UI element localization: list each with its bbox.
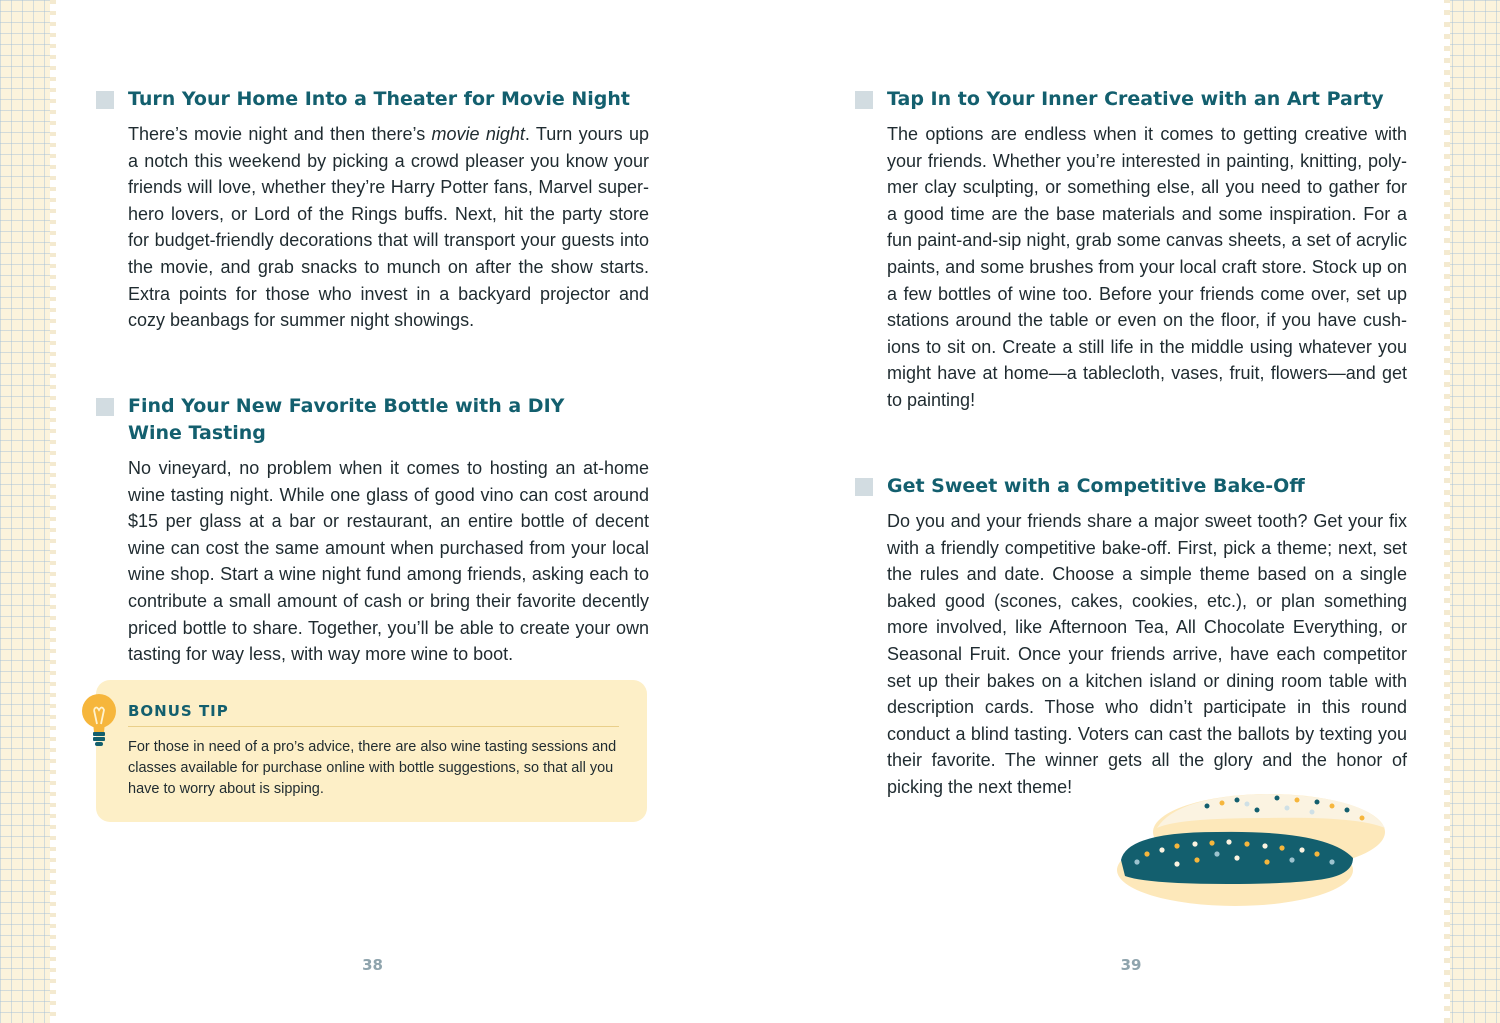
right-page [855, 0, 1407, 1023]
section-heading: Tap In to Your Inner Creative with an Art Party [887, 88, 1384, 110]
section-art-party [855, 86, 1407, 414]
bonus-tip-text: For those in need of a pro’s advice, there are also wine tasting sessions and classes available for purchase online with bottle suggestions, so that all you have to worry about is sipping. [128, 739, 617, 797]
section-body [128, 121, 649, 334]
section-heading: Get Sweet with a Competitive Bake-Off [887, 475, 1305, 497]
bonus-tip-title: BONUS TIP [128, 702, 619, 727]
section-heading: Find Your New Favorite Bottle with a DIY Wine Tasting [128, 395, 565, 444]
body-text-end: . Turn yours up a notch this weekend by picking a crowd pleaser you know your friends will love, whether they’re Harry Potter fans, Marvel superhero lovers, or Lord of the Rings buffs. Next, hit the party store for budget-friendly decorations that will transport your guests into the movie, and grab snacks to munch on after the show starts. Extra points for those who invest in a backyard projector and cozy beanbags for summer night showings. [128, 124, 649, 331]
frosted-cakes-illustration [1117, 788, 1387, 910]
section-body: No vineyard, no problem when it comes to hosting an at-home wine tasting night. While one glass of good vino can cost around $15 per glass at a bar or restaurant, an entire bottle of decent wine can cost the same amount when purchased from your local wine shop. Start a wine night fund among friends, asking each to contribute a small amount of cash or bring their favorite decently priced bottle to share. Together, you’ll be able to create your own tasting for way less, with way more wine to boot. [128, 458, 649, 665]
lightbulb-icon [80, 692, 118, 752]
checkbox-bullet-icon [855, 91, 873, 109]
right-paper-edge [1444, 0, 1450, 1023]
body-text-start: There’s movie night and then there’s [128, 124, 432, 144]
left-page [96, 0, 649, 1023]
section-heading-row [96, 393, 649, 447]
section-heading-row [96, 86, 649, 113]
bonus-tip-box [96, 680, 647, 822]
checkbox-bullet-icon [96, 398, 114, 416]
checkbox-bullet-icon [96, 91, 114, 109]
section-body: Do you and your friends share a major sweet tooth? Get your fix with a friendly competitive bake-off. First, pick a theme; next, set the rules and date. Choose a simple theme based on a single baked good (scones, cakes, cookies, etc.), or plan something more involved, like Afternoon Tea, All Chocolate Everything, or Seasonal Fruit. Once your friends arrive, have each competitor set up their bakes on a kitchen island or dining room table with description cards. Those who didn’t participate in this round conduct a blind tasting. Voters can cast the ballots by texting you their favorite. The winner gets all the glory and the honor of picking the next theme! [887, 511, 1407, 797]
section-heading-row [855, 86, 1407, 113]
section-heading: Turn Your Home Into a Theater for Movie Night [128, 88, 630, 110]
section-movie-night [96, 86, 649, 334]
section-bake-off [855, 473, 1407, 801]
page-number: 39 [1120, 956, 1142, 974]
section-heading-row [855, 473, 1407, 500]
section-wine-tasting [96, 393, 649, 668]
body-text-emphasis: movie night [431, 124, 525, 144]
section-body: The options are endless when it comes to getting creative with your friends. Whether you’re interested in painting, knitting, polymer clay sculpting, or something else, all you need to gather for a good time are the base materials and some inspiration. For a fun paint-and-sip night, grab some canvas sheets, a set of acrylic paints, and some brushes from your local craft store. Stock up on a few bottles of wine too. Before your friends come over, set up stations around the table or even on the floor, if you have cushions to sit on. Create a still life in the middle using whatever you might have at home—a tablecloth, vases, fruit, flowers—and get to painting! [887, 124, 1407, 410]
checkbox-bullet-icon [855, 478, 873, 496]
page-number: 38 [362, 956, 383, 974]
left-paper-edge [50, 0, 56, 1023]
